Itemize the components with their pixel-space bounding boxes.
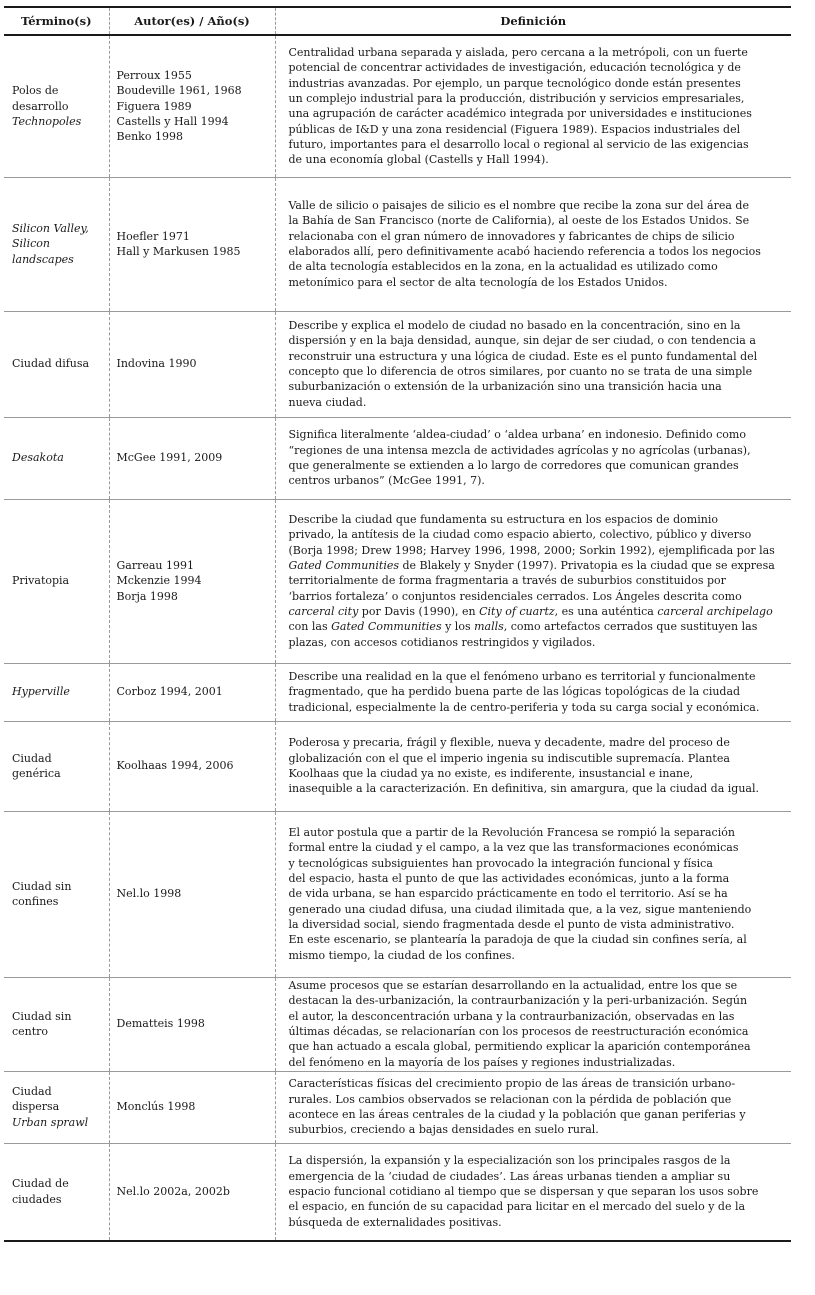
author-line: Boudeville 1961, 1968	[116, 84, 242, 98]
definition-line: Describe la ciudad que fundamenta su estructura en los espacios de dominio	[288, 512, 718, 526]
term-cell	[4, 663, 109, 721]
author-cell	[109, 499, 275, 663]
definition-line: del espacio, hasta el punto de que las actividades económicas, junto a la forma	[288, 871, 730, 885]
definition-line: carceral city por Davis (1990), en City of cuartz, es una auténtica carceral archipelago	[288, 605, 773, 619]
definition-line: de una economía global (Castells y Hall 1994).	[288, 153, 549, 167]
author-line: McGee 1991, 2009	[116, 451, 223, 465]
definitions-table	[4, 6, 791, 1242]
definition-line: últimas décadas, se relacionarían con los procesos de reestructuración económica	[288, 1025, 749, 1038]
definition-line: elaborados allí, pero definitivamente acabó haciendo referencia a todos los negocios	[288, 245, 761, 258]
definition-line: futuro, importantes para el desarrollo local o regional al servicio de las exigencias	[288, 137, 749, 151]
table-row	[4, 35, 791, 177]
definition-line: nueva ciudad.	[288, 395, 367, 409]
definition-line: espacio funcional cotidiano al tiempo que se dispersan y que separan los usos sobre	[288, 1185, 759, 1199]
header-term: Término(s)	[4, 7, 109, 35]
definition-cell	[275, 311, 791, 417]
term-line: Ciudad sin	[12, 879, 72, 893]
definition-line: territorialmente de forma fragmentaria a través de suburbios constituidos por	[288, 574, 726, 588]
definition-line: y tecnológicas subsiguientes han provocado la integración funcional y física	[288, 856, 713, 870]
definition-line: Características físicas del crecimiento propio de las áreas de transición urbano-	[288, 1077, 736, 1091]
header-definition: Definición	[275, 7, 791, 35]
definition-cell	[275, 35, 791, 177]
definition-line: búsqueda de externalidades positivas.	[288, 1215, 502, 1229]
definition-line: Describe y explica el modelo de ciudad no basado en la concentración, sino en la	[288, 318, 741, 332]
definition-cell	[275, 177, 791, 311]
term-line: genérica	[12, 767, 61, 780]
definition-line: suburbios, creciendo a bajas densidades en suelo rural.	[288, 1123, 599, 1137]
term-line: Ciudad sin	[12, 1009, 72, 1023]
term-line: dispersa	[12, 1100, 60, 1114]
definition-line: metonímico para el sector de alta tecnología de los Estados Unidos.	[288, 275, 668, 289]
author-cell	[109, 811, 275, 977]
term-line: Privatopia	[12, 574, 70, 588]
author-line: Dematteis 1998	[116, 1017, 205, 1031]
table-row	[4, 177, 791, 311]
definition-line: destacan la des-urbanización, la contraurbanización y la peri-urbanización. Según	[288, 994, 748, 1008]
term-line: Hyperville	[12, 685, 70, 699]
definition-line: una agrupación de carácter académico integrada por universidades e instituciones	[288, 107, 752, 121]
author-line: Corboz 1994, 2001	[116, 685, 223, 699]
definition-cell	[275, 721, 791, 811]
definition-line: Koolhaas que la ciudad ya no existe, es indiferente, insustancial e inane,	[288, 767, 694, 780]
definition-line: suburbanización o extensión de la urbanización sino una transición hacia una	[288, 380, 722, 394]
author-line: Koolhaas 1994, 2006	[116, 759, 234, 773]
table-row	[4, 977, 791, 1071]
definition-line: industrias avanzadas. Por ejemplo, un parque tecnológico donde están presentes	[288, 76, 741, 90]
term-line: Technopoles	[12, 114, 82, 128]
definition-line: un complejo industrial para la producción, distribución y servicios empresariales,	[288, 91, 745, 105]
term-cell	[4, 499, 109, 663]
definition-line: “regiones de una intensa mezcla de actividades agrícolas y no agrícolas (urbanas),	[288, 443, 751, 457]
author-cell	[109, 417, 275, 499]
term-line: centro	[12, 1025, 49, 1038]
definition-line: de vida urbana, se han esparcido prácticamente en todo el territorio. Así se ha	[288, 887, 728, 901]
definition-line: concepto que lo diferencia de otros similares, por cuanto no se trata de una simple	[288, 365, 753, 378]
term-cell	[4, 977, 109, 1071]
definition-line: privado, la antítesis de la ciudad como espacio abierto, colectivo, público y diverso	[288, 528, 752, 542]
term-line: confines	[12, 895, 59, 908]
definition-line: La dispersión, la expansión y la especialización son los principales rasgos de la	[288, 1154, 731, 1168]
author-cell	[109, 1143, 275, 1241]
definition-cell	[275, 977, 791, 1071]
definition-line: reconstruir una estructura y una lógica de ciudad. Este es el punto fundamental del	[288, 349, 758, 363]
term-line: Silicon	[12, 237, 50, 251]
term-cell	[4, 1071, 109, 1143]
author-cell	[109, 1071, 275, 1143]
author-line: Garreau 1991	[116, 558, 195, 572]
definition-line: El autor postula que a partir de la Revolución Francesa se rompió la separación	[288, 825, 735, 839]
term-line: landscapes	[12, 252, 74, 266]
table-row	[4, 1071, 791, 1143]
definition-line: públicas de I&D y una zona residencial (Figuera 1989). Espacios industriales del	[288, 122, 741, 136]
author-line: Mckenzie 1994	[116, 574, 202, 588]
term-line: Ciudad difusa	[12, 357, 90, 371]
definition-cell	[275, 417, 791, 499]
author-line: Indovina 1990	[116, 357, 197, 371]
author-line: Nel.lo 2002a, 2002b	[116, 1185, 230, 1199]
definition-line: Centralidad urbana separada y aislada, pero cercana a la metrópoli, con un fuerte	[288, 45, 748, 59]
term-line: Urban sprawl	[12, 1115, 89, 1129]
author-line: Perroux 1955	[116, 68, 192, 82]
author-line: Castells y Hall 1994	[116, 114, 229, 128]
author-cell	[109, 721, 275, 811]
definition-line: Gated Communities de Blakely y Snyder (1997). Privatopia es la ciudad que se expresa	[288, 558, 775, 572]
term-cell	[4, 35, 109, 177]
author-cell	[109, 663, 275, 721]
definition-line: Poderosa y precaria, frágil y flexible, nueva y decadente, madre del proceso de	[288, 736, 730, 750]
table-row	[4, 721, 791, 811]
definition-line: Describe una realidad en la que el fenómeno urbano es territorial y funcionalmente	[288, 669, 756, 683]
definition-line: formal entre la ciudad y el campo, a la vez que las transformaciones económicas	[288, 841, 739, 855]
author-cell	[109, 311, 275, 417]
definition-line: generado una ciudad difusa, una ciudad ilimitada que, a la vez, sigue manteniendo	[288, 902, 752, 916]
definition-line: del fenómeno en la mayoría de los países y regiones industrializadas.	[288, 1055, 676, 1069]
definition-line: que han actuado a escala global, permitiendo explicar la aparición contemporánea	[288, 1040, 751, 1054]
definition-cell	[275, 499, 791, 663]
definition-line: acontece en las áreas centrales de la ciudad y la población que ganan periferias y	[288, 1108, 746, 1121]
definition-cell	[275, 1143, 791, 1241]
author-line: Hoefler 1971	[116, 229, 190, 243]
definition-line: rurales. Los cambios observados se relacionan con la pérdida de población que	[288, 1092, 732, 1106]
definition-line: En este escenario, se plantearía la paradoja de que la ciudad sin confines sería, al	[288, 933, 747, 947]
term-line: Silicon Valley,	[12, 221, 89, 235]
definition-line: centros urbanos” (McGee 1991, 7).	[288, 474, 485, 488]
definition-line: dispersión y en la baja densidad, aunque, sin dejar de ser ciudad, o con tendencia a	[288, 334, 756, 348]
definition-line: inasequible a la caracterización. En definitiva, sin amargura, que la ciudad da igual.	[288, 782, 759, 796]
table-row	[4, 417, 791, 499]
definition-line: la diversidad social, siendo fragmentada desde el punto de vista administrativo.	[288, 918, 735, 932]
definition-line: plazas, con accesos cotidianos restringidos y vigilados.	[288, 635, 596, 649]
term-line: desarrollo	[12, 99, 69, 113]
author-cell	[109, 35, 275, 177]
table-body	[4, 35, 791, 1241]
table-row	[4, 1143, 791, 1241]
author-line: Borja 1998	[116, 589, 178, 603]
term-cell	[4, 811, 109, 977]
definition-line: Significa literalmente ‘aldea-ciudad’ o ‘aldea urbana’ en indonesio. Definido como	[288, 428, 746, 442]
definition-line: fragmentado, que ha perdido buena parte de las lógicas topológicas de la ciudad	[288, 685, 741, 699]
author-cell	[109, 177, 275, 311]
table-row	[4, 663, 791, 721]
term-cell	[4, 311, 109, 417]
table-row	[4, 811, 791, 977]
author-line: Hall y Markusen 1985	[116, 245, 241, 258]
definition-line: Asume procesos que se estarían desarrollando en la actualidad, entre los que se	[288, 978, 738, 992]
term-cell	[4, 177, 109, 311]
header-author: Autor(es) / Año(s)	[109, 7, 275, 35]
definition-line: globalización con el que el imperio ingenia su indiscutible supremacía. Plantea	[288, 751, 730, 765]
definition-line: tradicional, especialmente la de centro-periferia y toda su carga social y económica.	[288, 700, 760, 714]
definition-cell	[275, 663, 791, 721]
definition-line: potencial de concentrar actividades de investigación, educación tecnológica y de	[288, 61, 741, 75]
author-line: Benko 1998	[116, 130, 183, 144]
author-line: Figuera 1989	[116, 99, 192, 113]
term-cell	[4, 417, 109, 499]
term-cell	[4, 721, 109, 811]
definition-line: el autor, la desconcentración urbana y la contraurbanización, observadas en las	[288, 1009, 735, 1023]
definition-line: el espacio, en función de su capacidad para licitar en el mercado del suelo y de la	[288, 1200, 746, 1214]
term-line: Ciudad	[12, 751, 52, 765]
definition-cell	[275, 811, 791, 977]
author-line: Monclús 1998	[116, 1100, 196, 1114]
table-row	[4, 499, 791, 663]
definition-line: relacionaba con el gran número de innovadores y fabricantes de chips de silicio	[288, 229, 735, 243]
term-line: ciudades	[12, 1192, 62, 1206]
table-row	[4, 311, 791, 417]
definition-line: (Borja 1998; Drew 1998; Harvey 1996, 1998, 2000; Sorkin 1992), ejemplificada por las	[288, 543, 775, 557]
definition-line: la Bahía de San Francisco (norte de California), al oeste de los Estados Unidos. Se	[288, 214, 750, 228]
term-cell	[4, 1143, 109, 1241]
definition-line: de alta tecnología establecidos en la zona, en la actualidad es utilizado como	[288, 260, 718, 274]
author-line: Nel.lo 1998	[116, 887, 182, 901]
term-line: Polos de	[12, 84, 59, 98]
definition-line: con las Gated Communities y los malls, como artefactos cerrados que sustituyen las	[288, 620, 758, 634]
term-line: Ciudad de	[12, 1177, 69, 1191]
definition-line: que generalmente se extienden a lo largo de corredores que comunican grandes	[288, 459, 739, 472]
definition-cell	[275, 1071, 791, 1143]
definition-line: mismo tiempo, la ciudad de los confines.	[288, 948, 515, 962]
definition-line: ‘barrios fortaleza’ o conjuntos residenciales cerrados. Los Ángeles descrita como	[288, 589, 742, 603]
definition-line: emergencia de la ‘ciudad de ciudades’. Las áreas urbanas tienden a ampliar su	[288, 1169, 731, 1183]
term-line: Desakota	[12, 451, 64, 465]
term-line: Ciudad	[12, 1084, 52, 1098]
author-cell	[109, 977, 275, 1071]
definition-line: Valle de silicio o paisajes de silicio es el nombre que recibe la zona sur del área de	[288, 198, 749, 212]
table-header-row	[4, 7, 791, 35]
